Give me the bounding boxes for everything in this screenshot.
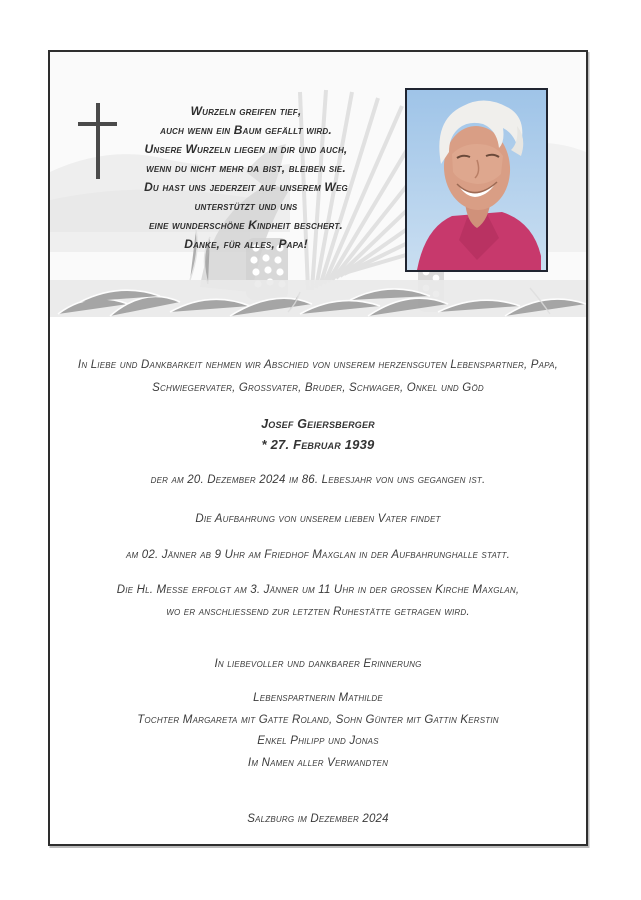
obituary-card bbox=[48, 50, 588, 846]
poem-line: eine wunderschöne Kindheit beschert. bbox=[149, 218, 343, 232]
mourner-line: Tochter Margareta mit Gatte Roland, Sohn Günter mit Gattin Kerstin bbox=[137, 713, 499, 726]
death-line: der am 20. Dezember 2024 im 86. Lebesjahr von uns gegangen ist. bbox=[150, 474, 486, 486]
poem-line: Du hast uns jederzeit auf unserem Weg bbox=[144, 180, 348, 194]
laying-out-line-1: Die Aufbahrung von unserem lieben Vater findet bbox=[195, 513, 441, 525]
mourner-line: Lebenspartnerin Mathilde bbox=[253, 692, 383, 704]
poem-line: Unsere Wurzeln liegen in dir und auch, bbox=[144, 142, 348, 156]
remembrance-line: In liebevoller und dankbarer Erinnerung bbox=[214, 658, 422, 670]
card-header bbox=[50, 52, 586, 317]
mass-line-2: wo er anschliessend zur letzten Ruhestätte getragen wird. bbox=[166, 606, 470, 618]
place-date-line: Salzburg im Dezember 2024 bbox=[247, 813, 389, 825]
poem-line: unterstützt und uns bbox=[194, 199, 298, 213]
laying-out-line-2: am 02. Jänner ab 9 Uhr am Friedhof Maxglan in der Aufbahrunghalle statt. bbox=[126, 549, 510, 561]
intro-line-2: Schwiegervater, Grossvater, Bruder, Schwager, Onkel und Göd bbox=[152, 382, 484, 394]
intro-text bbox=[50, 354, 586, 400]
poem-line: auch wenn ein Baum gefällt wird. bbox=[160, 123, 332, 137]
intro-line-1: In Liebe und Dankbarkeit nehmen wir Abschied von unserem herzensguten Lebenspartner, Papa, bbox=[77, 359, 559, 371]
poem-text bbox=[106, 102, 386, 254]
deceased-name: Josef Geiersberger bbox=[261, 417, 375, 431]
mourners-list bbox=[50, 688, 586, 774]
poem-line: Danke, für alles, Papa! bbox=[184, 237, 308, 251]
poem-line: wenn du nicht mehr da bist, bleiben sie. bbox=[146, 161, 346, 175]
birth-date: * 27. Februar 1939 bbox=[261, 437, 375, 452]
mass-text bbox=[50, 579, 586, 623]
mourner-line: Enkel Philipp und Jonas bbox=[257, 735, 379, 747]
mourner-line: Im Namen aller Verwandten bbox=[247, 756, 389, 769]
portrait-photo bbox=[405, 88, 548, 272]
poem-line: Wurzeln greifen tief, bbox=[190, 104, 302, 118]
mass-line-1: Die Hl. Messe erfolgt am 3. Jänner um 11 Uhr in der grossen Kirche Maxglan, bbox=[116, 584, 520, 596]
